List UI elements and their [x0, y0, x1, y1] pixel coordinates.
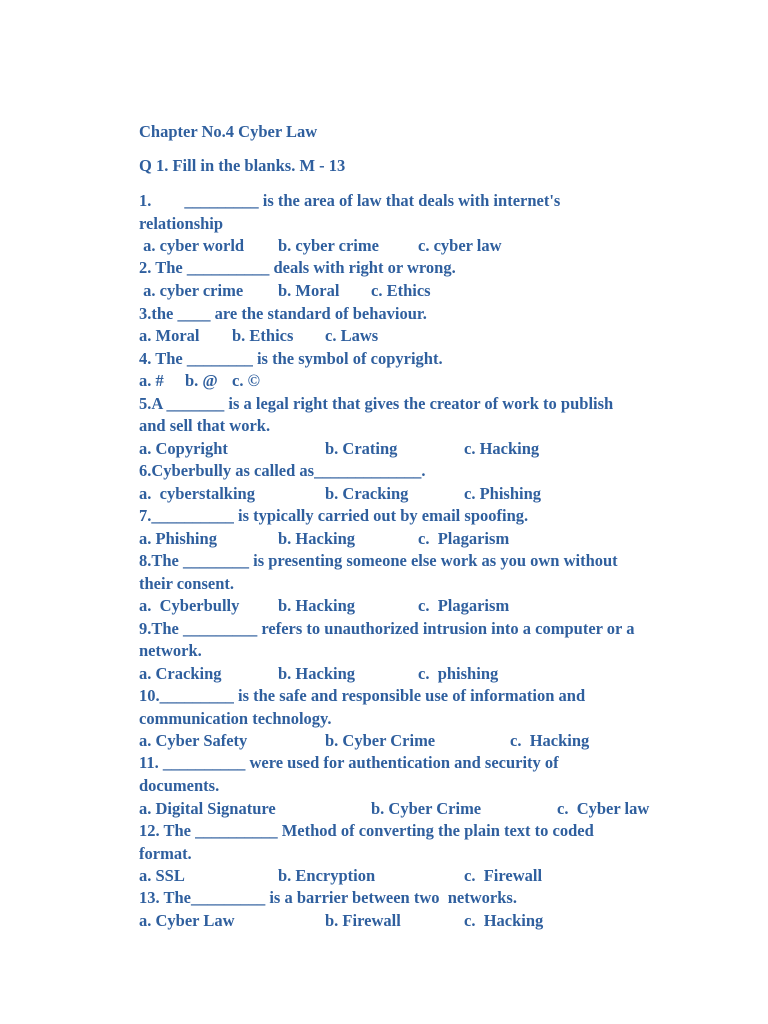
question-2-text: 2. The __________ deals with right or wrong.: [139, 258, 456, 277]
question-1-option-c: c. cyber law: [418, 236, 502, 255]
question-7-text: 7.__________ is typically carried out by email spoofing.: [139, 506, 529, 525]
question-1-option-b: b. cyber crime: [278, 236, 379, 255]
question-5-option-a: a. Copyright: [139, 439, 228, 458]
question-10-option-c: c. Hacking: [510, 731, 590, 750]
question-10-option-a: a. Cyber Safety: [139, 731, 248, 750]
question-3-option-b: b. Ethics: [232, 326, 294, 345]
question-12-text-cont: format.: [139, 844, 192, 863]
question-6-option-c: c. Phishing: [464, 484, 542, 503]
question-9-option-b: b. Hacking: [278, 664, 356, 683]
question-7-option-b: b. Hacking: [278, 529, 356, 548]
question-8-text: 8.The ________ is presenting someone else work as you own without: [139, 551, 618, 570]
question-5-option-c: c. Hacking: [464, 439, 540, 458]
question-8-option-c: c. Plagarism: [418, 596, 510, 615]
question-12-option-c: c. Firewall: [464, 866, 543, 885]
chapter-title: Chapter No.4 Cyber Law: [139, 122, 318, 141]
question-5-text-cont: and sell that work.: [139, 416, 271, 435]
question-10-text-cont: communication technology.: [139, 709, 332, 728]
question-9-text-cont: network.: [139, 641, 202, 660]
question-11-option-c: c. Cyber law: [557, 799, 650, 818]
question-8-text-cont: their consent.: [139, 574, 235, 593]
question-3-option-c: c. Laws: [325, 326, 379, 345]
question-11-option-b: b. Cyber Crime: [371, 799, 482, 818]
question-1-text: 1. _________ is the area of law that deals with internet's: [139, 191, 561, 210]
question-11-text-cont: documents.: [139, 776, 220, 795]
question-9-text: 9.The _________ refers to unauthorized intrusion into a computer or a: [139, 619, 635, 638]
question-6-text: 6.Cyberbully as called as_____________.: [139, 461, 426, 480]
question-13-option-c: c. Hacking: [464, 911, 544, 930]
question-3-text: 3.the ____ are the standard of behaviour.: [139, 304, 427, 323]
question-11-option-a: a. Digital Signature: [139, 799, 276, 818]
question-12-text: 12. The __________ Method of converting the plain text to coded: [139, 821, 594, 840]
section-title: Q 1. Fill in the blanks. M - 13: [139, 156, 346, 175]
question-5-option-b: b. Crating: [325, 439, 398, 458]
question-10-option-b: b. Cyber Crime: [325, 731, 436, 750]
question-9-option-c: c. phishing: [418, 664, 499, 683]
question-6-option-b: b. Cracking: [325, 484, 409, 503]
question-1-option-a: a. cyber world: [139, 236, 245, 255]
question-13-option-b: b. Firewall: [325, 911, 401, 930]
question-4-text: 4. The ________ is the symbol of copyright.: [139, 349, 443, 368]
question-12-option-b: b. Encryption: [278, 866, 376, 885]
question-10-text: 10._________ is the safe and responsible use of information and: [139, 686, 586, 705]
question-11-text: 11. __________ were used for authentication and security of: [139, 753, 559, 772]
question-13-text: 13. The_________ is a barrier between two networks.: [139, 888, 517, 907]
question-13-option-a: a. Cyber Law: [139, 911, 235, 930]
question-8-option-b: b. Hacking: [278, 596, 356, 615]
question-6-option-a: a. cyberstalking: [139, 484, 255, 503]
question-7-option-a: a. Phishing: [139, 529, 217, 548]
question-4-option-b: b. @: [185, 371, 218, 390]
question-8-option-a: a. Cyberbully: [139, 596, 240, 615]
question-12-option-a: a. SSL: [139, 866, 185, 885]
question-9-option-a: a. Cracking: [139, 664, 222, 683]
question-4-option-c: c. ©: [232, 371, 260, 390]
question-5-text: 5.A _______ is a legal right that gives the creator of work to publish: [139, 394, 614, 413]
question-7-option-c: c. Plagarism: [418, 529, 510, 548]
question-4-option-a: a. #: [139, 371, 164, 390]
question-3-option-a: a. Moral: [139, 326, 200, 345]
question-1-text-cont: relationship: [139, 214, 224, 233]
question-2-option-b: b. Moral: [278, 281, 340, 300]
question-2-option-a: a. cyber crime: [139, 281, 244, 300]
question-2-option-c: c. Ethics: [371, 281, 431, 300]
